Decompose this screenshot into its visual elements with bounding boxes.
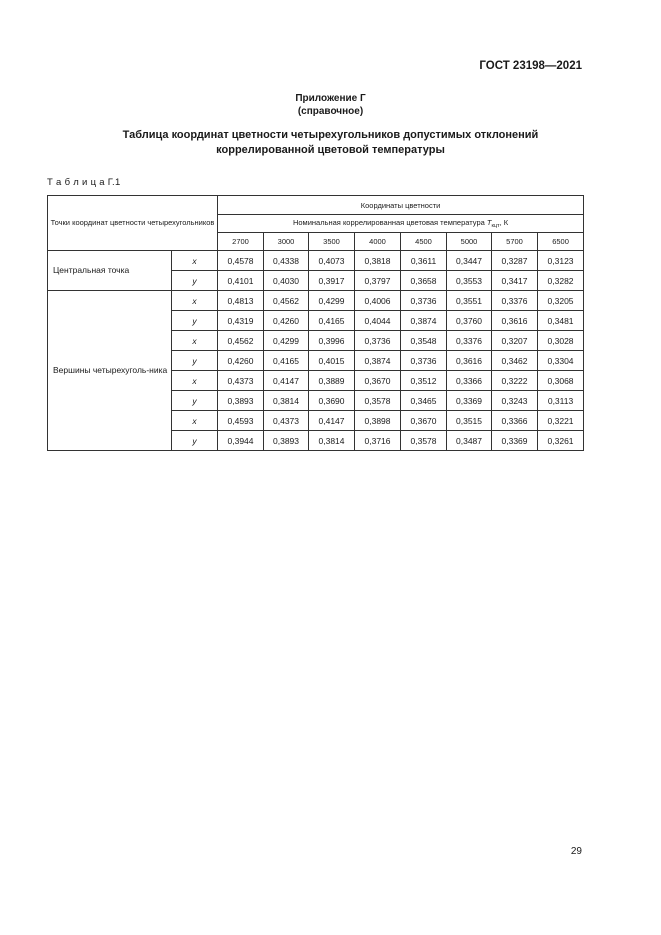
axis-label: x [172, 331, 218, 351]
table-cell: 0,4299 [264, 331, 309, 351]
table-cell: 0,4260 [218, 351, 264, 371]
table-cell: 0,4006 [355, 291, 401, 311]
table-cell: 0,3893 [264, 431, 309, 451]
table-cell: 0,3366 [492, 411, 538, 431]
table-cell: 0,3028 [538, 331, 584, 351]
table-cell: 0,4147 [309, 411, 355, 431]
temperature-header: 3000 [264, 233, 309, 251]
subgroup-header [218, 215, 584, 233]
table-row [48, 291, 584, 311]
appendix-header [0, 92, 661, 118]
temperature-header: 6500 [538, 233, 584, 251]
table-cell: 0,3736 [401, 291, 447, 311]
table-cell: 0,3944 [218, 431, 264, 451]
subgroup-header-prefix: Номинальная коррелированная цветовая температура [292, 218, 487, 227]
table-cell: 0,3553 [447, 271, 492, 291]
table-cell: 0,4260 [264, 311, 309, 331]
table-cell: 0,3113 [538, 391, 584, 411]
table-cell: 0,4044 [355, 311, 401, 331]
table-cell: 0,3616 [447, 351, 492, 371]
temperature-header: 5000 [447, 233, 492, 251]
table-cell: 0,3874 [401, 311, 447, 331]
table-cell: 0,3578 [355, 391, 401, 411]
table-cell: 0,3376 [492, 291, 538, 311]
table-cell: 0,3304 [538, 351, 584, 371]
table-cell: 0,3123 [538, 251, 584, 271]
table-cell: 0,3578 [401, 431, 447, 451]
table-cell: 0,3417 [492, 271, 538, 291]
table-cell: 0,4813 [218, 291, 264, 311]
table-cell: 0,3716 [355, 431, 401, 451]
table-cell: 0,4338 [264, 251, 309, 271]
chromaticity-table [47, 195, 584, 451]
table-cell: 0,3243 [492, 391, 538, 411]
subgroup-header-suffix: , К [499, 218, 509, 227]
axis-label: x [172, 291, 218, 311]
table-cell: 0,3369 [492, 431, 538, 451]
table-cell: 0,3222 [492, 371, 538, 391]
table-cell: 0,4373 [218, 371, 264, 391]
table-cell: 0,3376 [447, 331, 492, 351]
row-group-label: Центральная точка [48, 251, 172, 291]
table-cell: 0,4147 [264, 371, 309, 391]
axis-label: y [172, 271, 218, 291]
table-cell: 0,4015 [309, 351, 355, 371]
stub-header: Точки координат цветности четырехугольников [48, 196, 218, 251]
table-cell: 0,3611 [401, 251, 447, 271]
temperature-subscript: кцт [491, 223, 500, 229]
table-cell: 0,3481 [538, 311, 584, 331]
table-cell: 0,3917 [309, 271, 355, 291]
table-cell: 0,3287 [492, 251, 538, 271]
table-cell: 0,3221 [538, 411, 584, 431]
axis-label: y [172, 431, 218, 451]
table-cell: 0,3282 [538, 271, 584, 291]
table-cell: 0,3548 [401, 331, 447, 351]
table-label: Т а б л и ц а Г.1 [47, 177, 121, 188]
page-title-line-1: Таблица координат цветности четырехугольников допустимых отклонений [122, 129, 539, 141]
temperature-header: 3500 [309, 233, 355, 251]
table-cell: 0,3207 [492, 331, 538, 351]
axis-label: y [172, 391, 218, 411]
table-cell: 0,3551 [447, 291, 492, 311]
temperature-header: 2700 [218, 233, 264, 251]
table-cell: 0,3670 [355, 371, 401, 391]
table-cell: 0,4562 [218, 331, 264, 351]
table-cell: 0,4562 [264, 291, 309, 311]
table-cell: 0,3760 [447, 311, 492, 331]
table-cell: 0,4073 [309, 251, 355, 271]
temperature-header: 5700 [492, 233, 538, 251]
page-title-line-2: коррелированной цветовой температуры [216, 144, 445, 156]
table-cell: 0,4593 [218, 411, 264, 431]
table-cell: 0,3874 [355, 351, 401, 371]
table-cell: 0,3996 [309, 331, 355, 351]
table-cell: 0,3462 [492, 351, 538, 371]
axis-label: y [172, 351, 218, 371]
group-header: Координаты цветности [218, 196, 584, 215]
page-title [60, 128, 601, 158]
table-cell: 0,3893 [218, 391, 264, 411]
table-cell: 0,3898 [355, 411, 401, 431]
table-cell: 0,4165 [264, 351, 309, 371]
temperature-header: 4000 [355, 233, 401, 251]
table-cell: 0,3814 [309, 431, 355, 451]
table-cell: 0,3670 [401, 411, 447, 431]
table-cell: 0,3068 [538, 371, 584, 391]
table-cell: 0,4101 [218, 271, 264, 291]
table-cell: 0,3658 [401, 271, 447, 291]
table-cell: 0,4030 [264, 271, 309, 291]
appendix-title: Приложение Г [295, 93, 366, 104]
table-row [48, 251, 584, 271]
temperature-header: 4500 [401, 233, 447, 251]
table-cell: 0,3261 [538, 431, 584, 451]
appendix-note: (справочное) [297, 106, 364, 117]
table-cell: 0,3369 [447, 391, 492, 411]
table-cell: 0,3818 [355, 251, 401, 271]
table-cell: 0,4319 [218, 311, 264, 331]
axis-label: x [172, 371, 218, 391]
table-cell: 0,3487 [447, 431, 492, 451]
table-cell: 0,3616 [492, 311, 538, 331]
table-cell: 0,4373 [264, 411, 309, 431]
table-cell: 0,3512 [401, 371, 447, 391]
axis-label: x [172, 251, 218, 271]
axis-label: y [172, 311, 218, 331]
table-cell: 0,3797 [355, 271, 401, 291]
table-cell: 0,3515 [447, 411, 492, 431]
document-id: ГОСТ 23198—2021 [479, 60, 582, 72]
table-cell: 0,3447 [447, 251, 492, 271]
temperature-symbol: T [486, 218, 492, 227]
table-cell: 0,3465 [401, 391, 447, 411]
page-number: 29 [570, 846, 582, 857]
table-cell: 0,4299 [309, 291, 355, 311]
table-cell: 0,4165 [309, 311, 355, 331]
axis-label: x [172, 411, 218, 431]
table-cell: 0,3736 [401, 351, 447, 371]
table-cell: 0,4578 [218, 251, 264, 271]
table-cell: 0,3690 [309, 391, 355, 411]
row-group-label: Вершины четырехуголь-ника [48, 291, 172, 451]
table-cell: 0,3205 [538, 291, 584, 311]
table-cell: 0,3366 [447, 371, 492, 391]
table-cell: 0,3889 [309, 371, 355, 391]
table-cell: 0,3814 [264, 391, 309, 411]
table-cell: 0,3736 [355, 331, 401, 351]
